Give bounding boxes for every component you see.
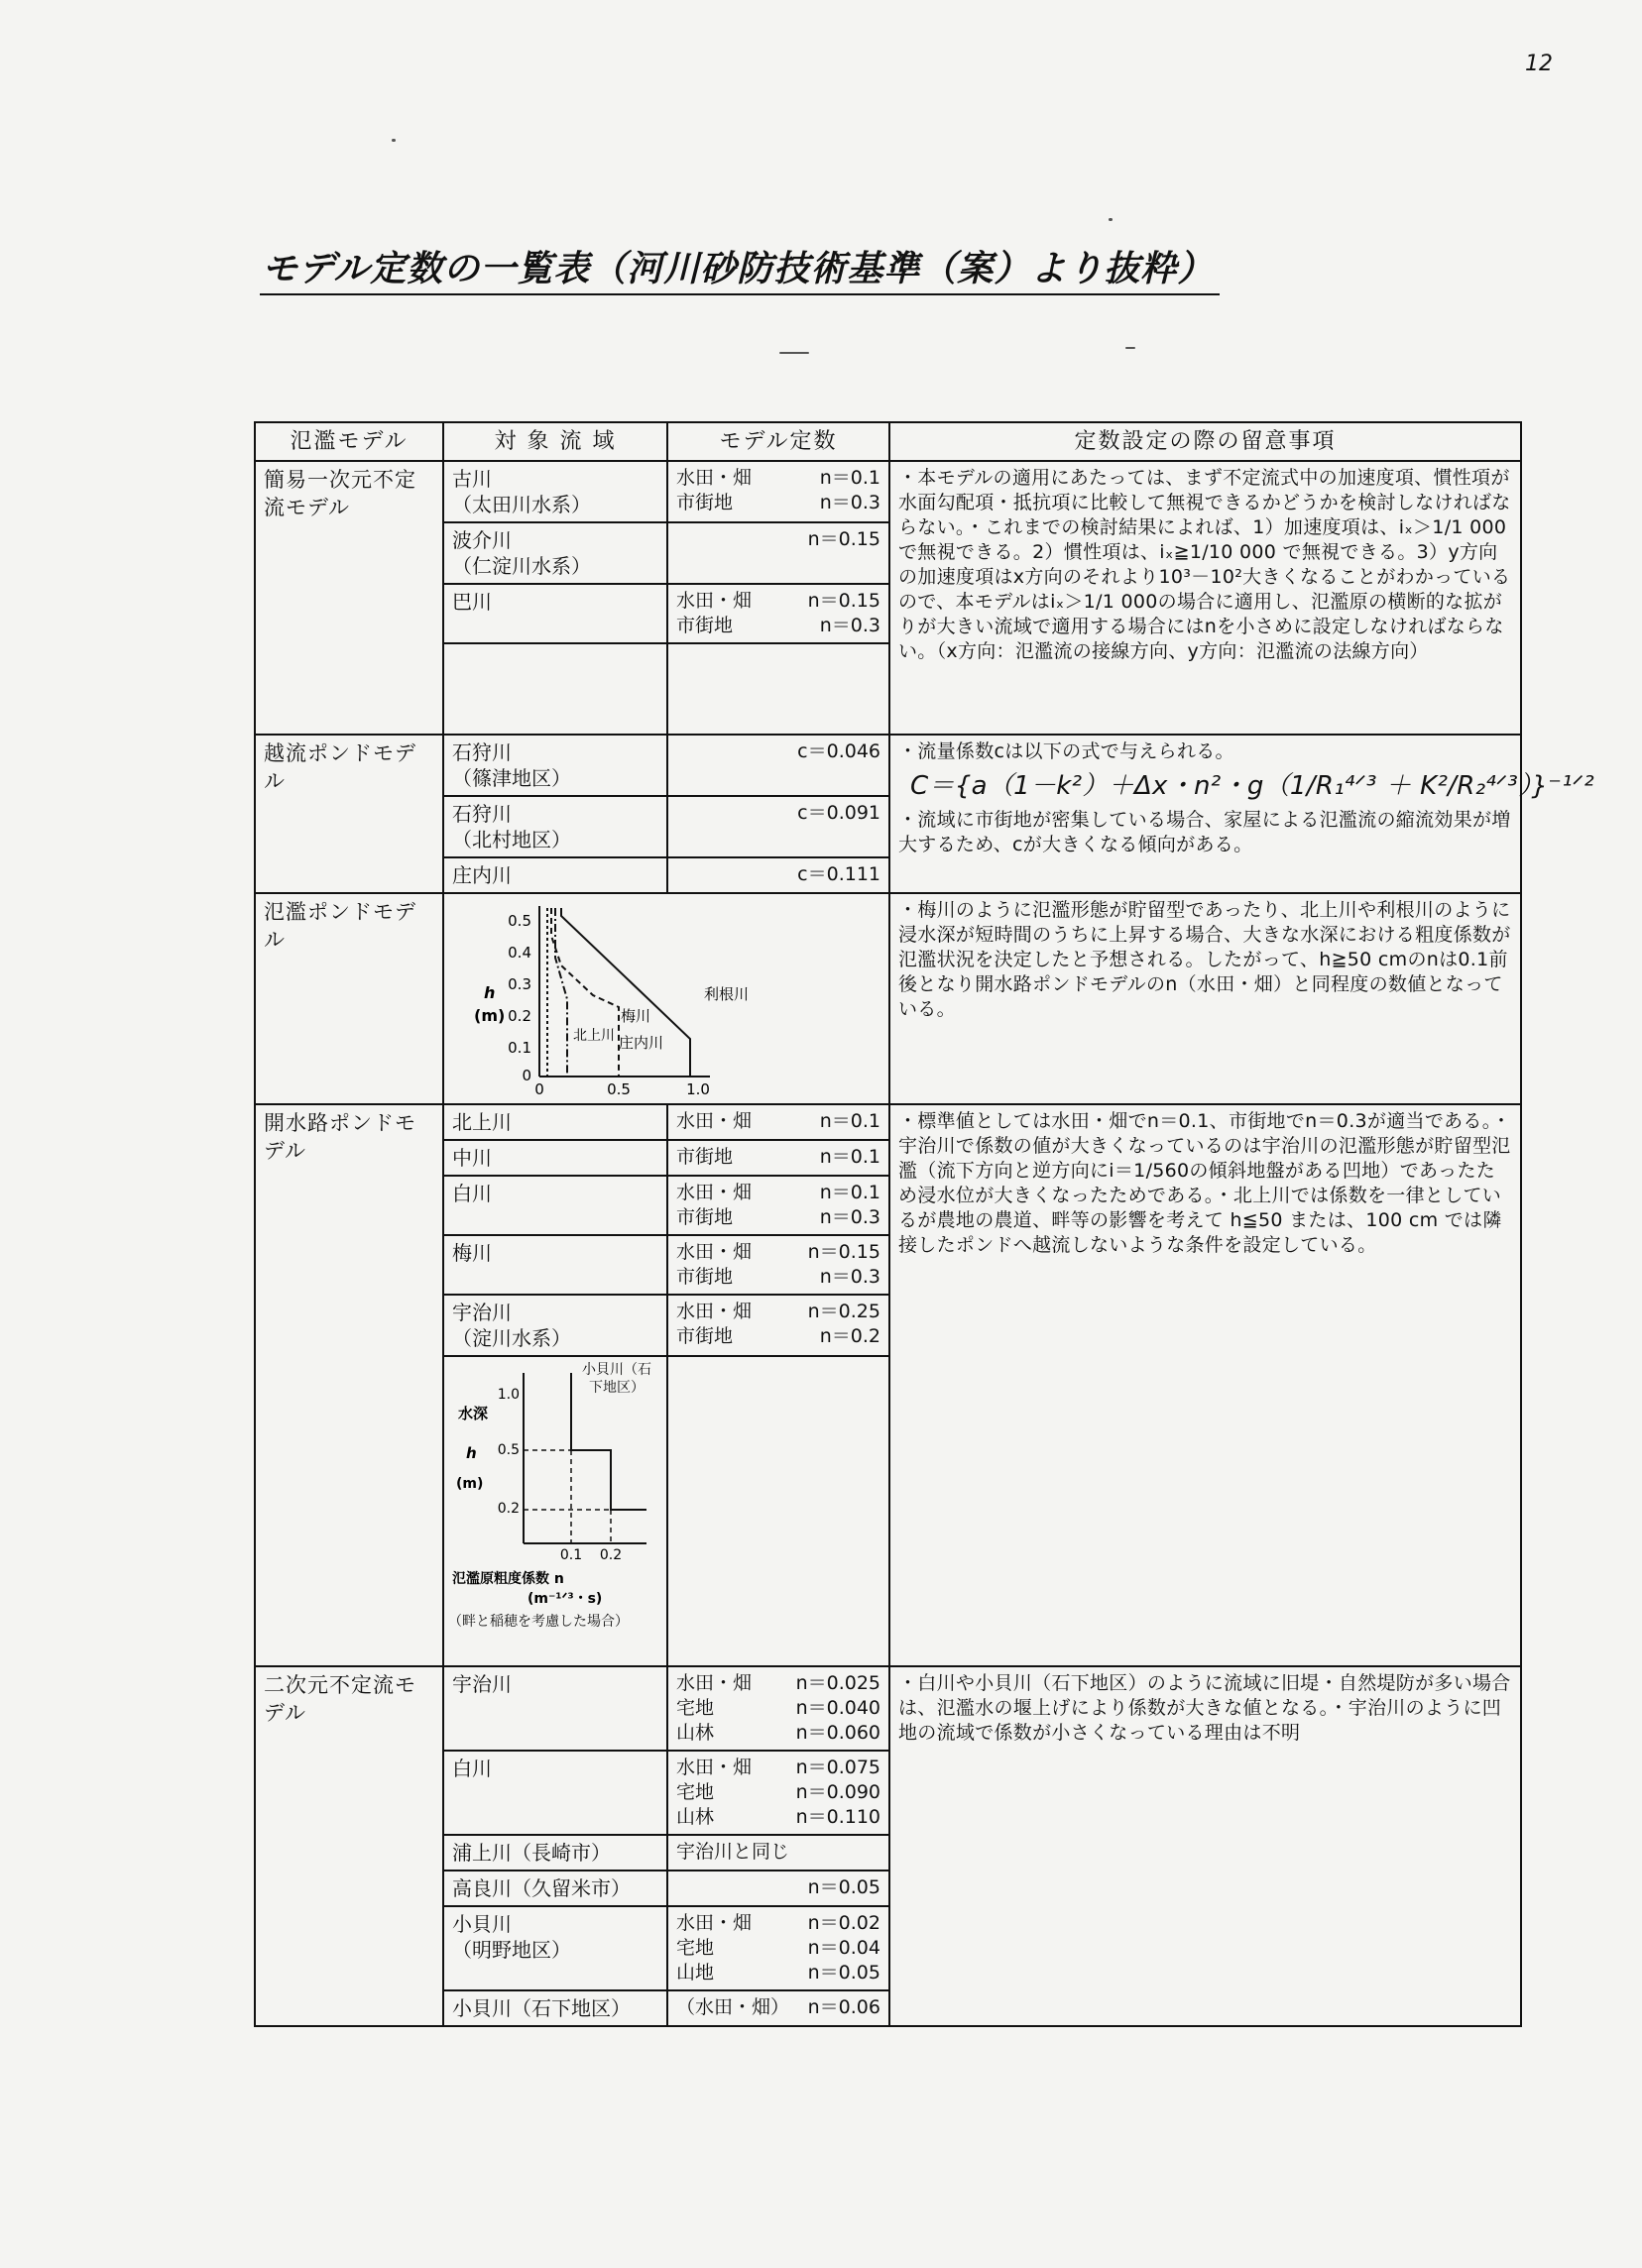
basin-sub: （北村地区）: [452, 828, 571, 851]
y-axis-unit: (m): [456, 1476, 484, 1492]
series-line-ume: [551, 908, 619, 1077]
empty-cell: [443, 643, 667, 735]
landuse-label: 宅地: [676, 1781, 715, 1803]
basin-cell: [443, 796, 667, 857]
page-number: 12: [1525, 52, 1553, 76]
basin-cell: 巴川: [443, 584, 667, 643]
constant-value: n＝0.06: [807, 1996, 880, 2018]
series-legend: 小貝川（石下地区）: [582, 1362, 651, 1396]
landuse-label: 市街地: [676, 1146, 734, 1168]
table-row: [255, 461, 1521, 522]
y-axis-label: 水深: [458, 1405, 489, 1422]
constant-value: n＝0.1: [819, 1110, 880, 1132]
basin-sub: （太田川水系）: [452, 493, 591, 516]
constant-value: n＝0.1: [819, 1146, 880, 1168]
basin-name: 小貝川: [452, 1912, 512, 1936]
note-cell: ・梅川のように氾濫形態が貯留型であったり、北上川や利根川のように浸水深が短時間のうちに上昇する場合、大きな水深における粗度係数が氾濫状況を決定したと予想される。したがって、h≧50 cmのnは0.1前後となり開水路ポンドモデルのn（水田・畑）と同程度の数値となっている。: [889, 893, 1521, 1104]
y-tick: 0: [522, 1067, 531, 1084]
constant-value: n＝0.040: [795, 1697, 880, 1719]
landuse-label: 水田・畑: [676, 1301, 753, 1322]
constant-cell: [667, 584, 889, 643]
model-name: 開水路ポンドモデル: [255, 1104, 443, 1666]
header-model: 氾濫モデル: [255, 422, 443, 461]
empty-cell: [667, 1356, 889, 1666]
y-tick: 0.2: [497, 1501, 520, 1517]
x-axis-unit: (m⁻¹ᐟ³・s): [528, 1591, 603, 1607]
y-axis-label: h: [484, 983, 496, 1002]
x-tick: 1.0: [686, 1080, 710, 1094]
basin-name: 古川: [452, 467, 492, 491]
landuse-label: 市街地: [676, 1206, 734, 1228]
constant-cell: [667, 1295, 889, 1356]
page-title: モデル定数の一覧表（河川砂防技術基準（案）より抜粋）: [260, 241, 1220, 295]
landuse-label: 水田・畑: [676, 590, 753, 612]
series-line-shonai: [555, 908, 567, 1077]
constant-value: n＝0.090: [795, 1781, 880, 1803]
basin-sub: （篠津地区）: [452, 766, 571, 790]
constant-value: n＝0.1: [819, 1182, 880, 1203]
constant-cell: n＝0.05: [667, 1871, 889, 1906]
y-tick: 0.5: [497, 1442, 520, 1458]
constant-value: n＝0.3: [819, 492, 880, 513]
y-axis-unit: (m): [474, 1006, 506, 1025]
model-constants-table: [254, 421, 1594, 2027]
basin-cell: 高良川（久留米市）: [443, 1871, 667, 1906]
basin-cell: [443, 1295, 667, 1356]
basin-cell: 白川: [443, 1176, 667, 1235]
landuse-label: 市街地: [676, 615, 734, 636]
basin-cell: 宇治川: [443, 1666, 667, 1751]
y-tick: 0.3: [508, 975, 531, 993]
basin-cell: 梅川: [443, 1235, 667, 1295]
table-row: [255, 1104, 1521, 1140]
header-notes: 定数設定の際の留意事項: [889, 422, 1521, 461]
constant-value: n＝0.060: [795, 1722, 880, 1744]
y-tick: 0.5: [508, 912, 531, 930]
model-name: 二次元不定流モデル: [255, 1666, 443, 2026]
basin-cell: 中川: [443, 1140, 667, 1176]
note-text: ・流域に市街地が密集している場合、家屋による氾濫流の縮流効果が増大するため、cが大きくなる傾向がある。: [898, 809, 1511, 855]
constant-value: n＝0.3: [819, 1206, 880, 1228]
table-row: [255, 735, 1521, 796]
constant-value: n＝0.25: [807, 1301, 880, 1322]
constant-value: n＝0.05: [807, 1962, 880, 1984]
landuse-label: 山林: [676, 1806, 715, 1828]
landuse-label: （水田・畑）: [676, 1996, 790, 2018]
caption-box: [448, 1613, 658, 1656]
table-row: [255, 1666, 1521, 1751]
constant-cell: n＝0.15: [667, 522, 889, 584]
constant-value: n＝0.15: [807, 1241, 880, 1263]
landuse-label: 山林: [676, 1722, 715, 1744]
note-cell: ・白川や小貝川（石下地区）のように流域に旧堤・自然堤防が多い場合は、氾濫水の堰上げにより係数が大きな値となる。・宇治川のように凹地の流域で係数が小さくなっている理由は不明: [889, 1666, 1521, 2026]
legend-box: [577, 1361, 656, 1440]
basin-cell: 白川: [443, 1751, 667, 1835]
chart-cell: [443, 893, 889, 1104]
series-label-kita: 北上川: [573, 1028, 615, 1044]
header-constant: モデル定数: [667, 422, 889, 461]
basin-name: 波介川: [452, 528, 512, 552]
landuse-label: 宅地: [676, 1937, 715, 1959]
basin-sub: （淀川水系）: [452, 1326, 571, 1350]
constant-value: n＝0.110: [795, 1806, 880, 1828]
basin-cell: 浦上川（長崎市）: [443, 1835, 667, 1871]
basin-sub: （明野地区）: [452, 1938, 571, 1962]
y-tick: 0.2: [508, 1007, 531, 1025]
landuse-label: 水田・畑: [676, 1912, 753, 1934]
roughness-depth-chart: [444, 896, 888, 1094]
constant-cell: [667, 1990, 889, 2026]
constant-cell: c＝0.046: [667, 735, 889, 796]
x-tick: 0: [534, 1080, 544, 1094]
landuse-label: 水田・畑: [676, 1182, 753, 1203]
note-text: ・流量係数cは以下の式で与えられる。: [898, 740, 1234, 762]
note-cell: ・本モデルの適用にあたっては、まず不定流式中の加速度項、慣性項が水面勾配項・抵抗項に比較して無視できるかどうかを検討しなければならない。・これまでの検討結果によれば、1）加速度項は、iₓ＞1/1 000で無視できる。2）慣性項は、iₓ≧1/10 000 で無視できる。3）y方向の加速度項はx方向のそれより10³－10²大きくなることがわかっているので、本モデルはiₓ＞1/1 000の場合に適用し、氾濫原の横断的な拡がりが大きい流域で適用する場合にはnを小さめに設定しなければならない。（x方向：氾濫流の接線方向、y方向：氾濫流の法線方向）: [889, 461, 1521, 735]
basin-sub: （仁淀川水系）: [452, 554, 591, 578]
scan-speck: [392, 139, 396, 142]
constant-cell: [667, 1104, 889, 1140]
basin-cell: 庄内川: [443, 857, 667, 893]
series-label-tone: 利根川: [704, 985, 750, 1003]
constant-value: n＝0.075: [795, 1757, 880, 1778]
basin-cell: [443, 735, 667, 796]
basin-name: 宇治川: [452, 1301, 512, 1324]
constant-cell: c＝0.091: [667, 796, 889, 857]
landuse-label: 水田・畑: [676, 1672, 753, 1694]
discharge-formula: C＝{a（1－k²）＋Δx・n²・g（1/R₁⁴ᐟ³ ＋ K²/R₂⁴ᐟ³）}⁻¹ᐟ²: [910, 771, 1594, 801]
basin-cell: 小貝川（石下地区）: [443, 1990, 667, 2026]
basin-name: 石狩川: [452, 740, 512, 764]
landuse-label: 市街地: [676, 1325, 734, 1347]
empty-cell: [667, 643, 889, 735]
note-cell: [889, 735, 1594, 893]
landuse-label: 市街地: [676, 1266, 734, 1288]
model-name: 簡易一次元不定流モデル: [255, 461, 443, 735]
y-tick: 1.0: [497, 1387, 520, 1403]
basin-cell: 北上川: [443, 1104, 667, 1140]
constant-value: n＝0.3: [819, 1266, 880, 1288]
landuse-label: 水田・畑: [676, 467, 753, 489]
constant-value: n＝0.3: [819, 615, 880, 636]
constant-cell: 宇治川と同じ: [667, 1835, 889, 1871]
y-tick: 0.1: [508, 1039, 531, 1057]
constant-value: n＝0.2: [819, 1325, 880, 1347]
y-axis-h: h: [466, 1444, 477, 1462]
constant-cell: [667, 461, 889, 522]
constant-cell: [667, 1666, 889, 1751]
scan-speck: [779, 352, 809, 354]
landuse-label: 水田・畑: [676, 1110, 753, 1132]
x-tick: 0.2: [599, 1547, 623, 1563]
series-label-shonai: 庄内川: [619, 1034, 664, 1052]
y-tick: 0.4: [508, 944, 531, 962]
scan-speck: [1125, 347, 1135, 349]
constant-cell: [667, 1751, 889, 1835]
constant-cell: [667, 1140, 889, 1176]
landuse-label: 山地: [676, 1962, 715, 1984]
chart-caption: （畔と稲穂を考慮した場合）: [448, 1614, 629, 1630]
table-row: [255, 893, 1521, 1104]
header-basin: 対 象 流 域: [443, 422, 667, 461]
constant-value: n＝0.04: [807, 1937, 880, 1959]
scan-speck: [1109, 218, 1113, 221]
x-axis-label: 氾濫原粗度係数 n: [452, 1571, 564, 1587]
constant-cell: [667, 1176, 889, 1235]
constant-value: n＝0.1: [819, 467, 880, 489]
constant-cell: [667, 1235, 889, 1295]
constant-value: n＝0.025: [795, 1672, 880, 1694]
basin-cell: [443, 1906, 667, 1990]
x-tick: 0.1: [559, 1547, 583, 1563]
model-name: 氾濫ポンドモデル: [255, 893, 443, 1104]
basin-cell: [443, 461, 667, 522]
x-tick: 0.5: [607, 1080, 631, 1094]
basin-cell: [443, 522, 667, 584]
basin-name: 石狩川: [452, 802, 512, 826]
constant-cell: [667, 1906, 889, 1990]
landuse-label: 宅地: [676, 1697, 715, 1719]
landuse-label: 水田・畑: [676, 1757, 753, 1778]
table-header-row: [255, 422, 1521, 461]
constant-cell: c＝0.111: [667, 857, 889, 893]
kokai-roughness-chart: [448, 1359, 660, 1656]
landuse-label: 市街地: [676, 492, 734, 513]
constant-value: n＝0.15: [807, 590, 880, 612]
model-name: 越流ポンドモデル: [255, 735, 443, 893]
series-label-ume: 梅川: [621, 1007, 651, 1025]
note-cell: ・標準値としては水田・畑でn＝0.1、市街地でn＝0.3が適当である。・宇治川で係数の値が大きくなっているのは宇治川の氾濫形態が貯留型氾濫（流下方向と逆方向にi＝1/560の傾斜地盤がある凹地）であったため浸水位が大きくなったためである。・北上川では係数を一律としているが農地の農道、畔等の影響を考えて h≦50 または、100 cm では隣接したポンドへ越流しないような条件を設定している。: [889, 1104, 1521, 1666]
constant-value: n＝0.02: [807, 1912, 880, 1934]
chart-cell: [443, 1356, 667, 1666]
landuse-label: 水田・畑: [676, 1241, 753, 1263]
